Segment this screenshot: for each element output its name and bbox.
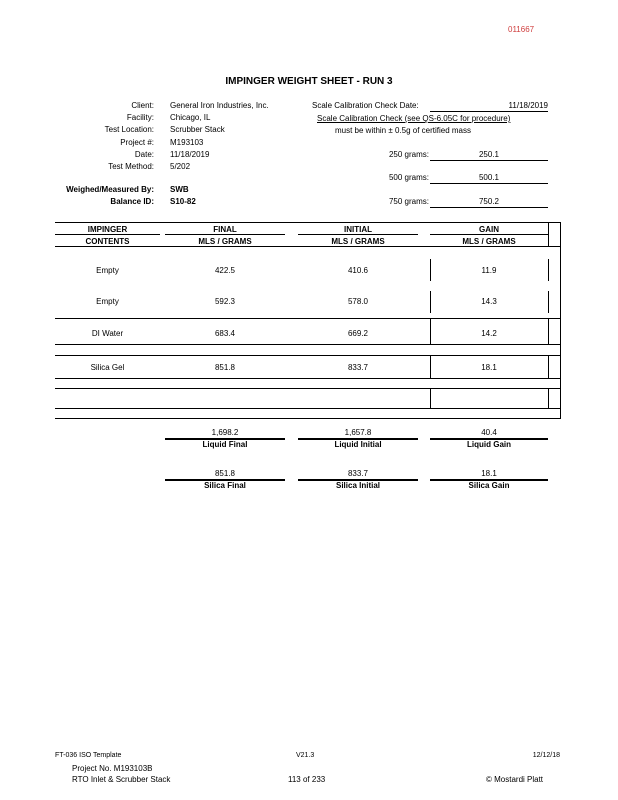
table-border [548, 388, 549, 408]
check-label: 250 grams: [388, 150, 429, 159]
header-3: GAIN [479, 225, 499, 234]
header-2-sub: MLS / GRAMS [331, 237, 385, 246]
calibration-note: Scale Calibration Check (see QS-6.05C for procedure) [317, 114, 511, 123]
calibration-date-label: Scale Calibration Check Date: [312, 101, 419, 110]
table-rule [55, 388, 560, 389]
page-stamp: 011667 [508, 25, 535, 34]
cell: 422.5 [214, 266, 236, 275]
cell: 11.9 [481, 266, 497, 275]
info-label: Weighed/Measured By: [66, 185, 154, 194]
info-value: 11/18/2019 [170, 150, 210, 159]
cell: 14.2 [481, 329, 497, 338]
header-divider [165, 234, 285, 235]
footer-version: V21.3 [296, 752, 315, 759]
table-rule [55, 246, 560, 247]
table-rule [55, 408, 560, 409]
info-value: General Iron Industries, Inc. [170, 101, 269, 110]
cell: Empty [96, 266, 119, 275]
total-value: 1,657.8 [344, 428, 372, 437]
footer-company: © Mostardi Platt [486, 775, 544, 784]
cell: 592.3 [214, 297, 236, 306]
info-label: Date: [134, 150, 154, 159]
header-divider [298, 234, 418, 235]
cell: Empty [96, 297, 119, 306]
underline [430, 207, 548, 208]
total-label: Silica Initial [335, 481, 380, 490]
info-value: Scrubber Stack [170, 125, 225, 134]
total-label: Silica Final [204, 481, 246, 490]
footer-project: Project No. M193103B [72, 764, 153, 773]
table-border [560, 222, 561, 419]
cell: 18.1 [481, 363, 497, 372]
table-border [430, 388, 431, 408]
info-value: Chicago, IL [170, 113, 211, 122]
header-1: FINAL [213, 225, 237, 234]
cell: Silica Gel [90, 363, 125, 372]
underline [430, 183, 548, 184]
check-value: 250.1 [478, 150, 500, 159]
info-label: Test Location: [104, 125, 154, 134]
header-1-sub: MLS / GRAMS [198, 237, 252, 246]
table-border [548, 222, 549, 246]
info-value: SWB [170, 185, 189, 194]
table-border [548, 291, 549, 313]
footer-location: RTO Inlet & Scrubber Stack [72, 775, 171, 784]
table-rule [55, 378, 560, 379]
total-label: Liquid Gain [467, 440, 511, 449]
underline [430, 111, 548, 112]
cell: 851.8 [214, 363, 236, 372]
info-value: S10-82 [170, 197, 196, 206]
info-label: Test Method: [108, 162, 154, 171]
footer-template: FT-036 ISO Template [55, 752, 122, 759]
total-value: 1,698.2 [211, 428, 239, 437]
info-label: Facility: [126, 113, 154, 122]
header-3-sub: MLS / GRAMS [462, 237, 516, 246]
info-label: Project #: [120, 138, 154, 147]
check-label: 500 grams: [388, 173, 429, 182]
table-border [548, 259, 549, 281]
table-rule [55, 355, 560, 356]
cell: 578.0 [347, 297, 369, 306]
header-divider [55, 234, 160, 235]
total-label: Liquid Final [202, 440, 248, 449]
info-label: Client: [131, 101, 154, 110]
table-rule [55, 418, 560, 419]
check-label: 750 grams: [388, 197, 429, 206]
calibration-date-value: 11/18/2019 [508, 101, 548, 110]
info-value: M193103 [170, 138, 204, 147]
header-2: INITIAL [344, 225, 372, 234]
header-0: IMPINGER [87, 225, 128, 234]
check-value: 750.2 [478, 197, 500, 206]
cell: 410.6 [347, 266, 369, 275]
calibration-tolerance: must be within ± 0.5g of certified mass [335, 126, 472, 135]
total-label: Liquid Initial [334, 440, 382, 449]
underline [430, 160, 548, 161]
header-divider [430, 234, 548, 235]
total-value: 18.1 [481, 469, 497, 478]
cell: 669.2 [347, 329, 369, 338]
footer-date: 12/12/18 [532, 752, 560, 759]
table-border [548, 318, 549, 344]
cell: 14.3 [481, 297, 497, 306]
table-rule [55, 318, 560, 319]
total-label: Silica Gain [468, 481, 510, 490]
table-rule [55, 344, 560, 345]
table-rule [55, 222, 560, 223]
info-value: 5/202 [170, 162, 191, 171]
page-title: IMPINGER WEIGHT SHEET - RUN 3 [225, 76, 393, 87]
cell: 683.4 [214, 329, 236, 338]
total-value: 40.4 [481, 428, 497, 437]
cell: 833.7 [347, 363, 369, 372]
cell: DI Water [91, 329, 124, 338]
check-value: 500.1 [478, 173, 500, 182]
footer-page: 113 of 233 [288, 775, 326, 784]
table-border [548, 355, 549, 378]
total-value: 851.8 [214, 469, 236, 478]
total-value: 833.7 [347, 469, 369, 478]
header-0-sub: CONTENTS [85, 237, 130, 246]
info-label: Balance ID: [110, 197, 154, 206]
